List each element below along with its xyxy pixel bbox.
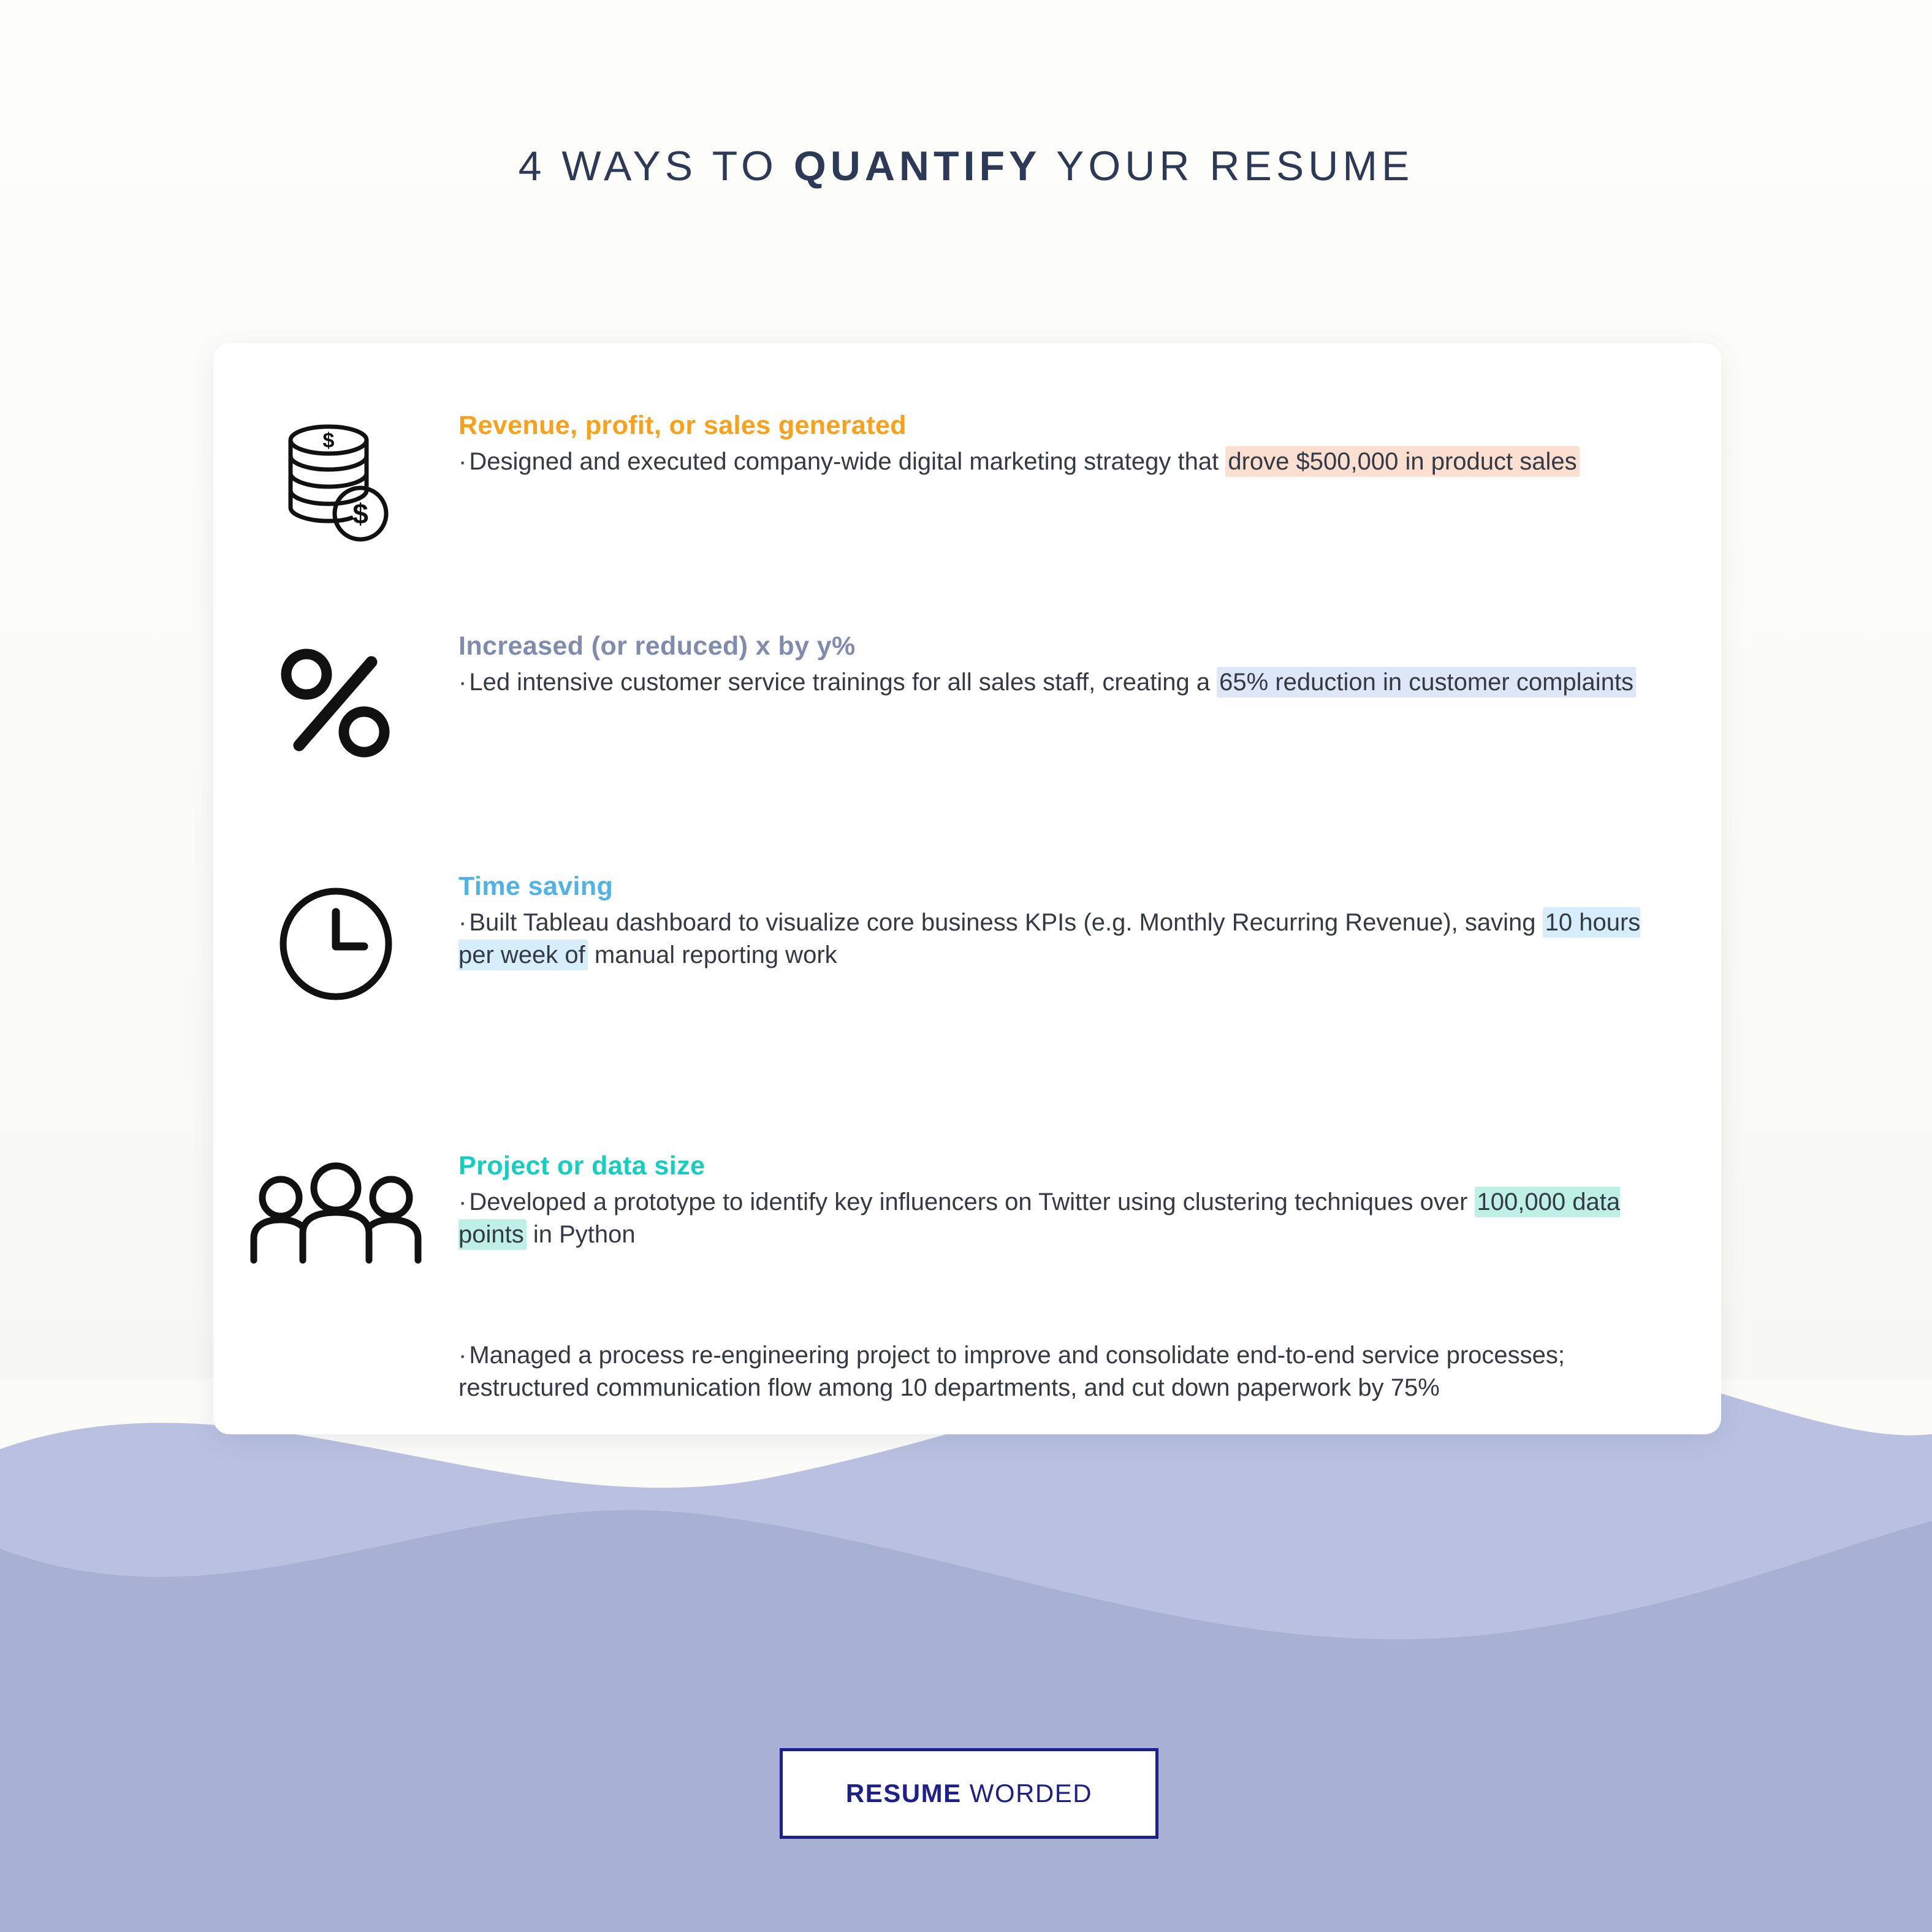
bullet-highlight: 65% reduction in customer complaints: [1217, 667, 1636, 698]
bullet-highlight: 10 hours per week of: [458, 907, 1640, 970]
bullet-process-reengineering: · Managed a process re-engineering project to improve and consolidate end-to-end service processes; restructured communication flow among 10 departments, and cut down paperwork by 75%: [458, 1342, 1565, 1401]
bullet-text-after: manual reporting work: [587, 941, 837, 968]
people-group-icon: [244, 1162, 428, 1272]
text-cell-revenue: [458, 411, 1721, 484]
title-emphasis: QUANTIFY: [793, 143, 1041, 189]
text-cell-project-size: [458, 1151, 1721, 1257]
bullet-text-before: Built Tableau dashboard to visualize core business KPIs (e.g. Monthly Recurring Revenue), saving: [469, 909, 1543, 936]
logo-bold: RESUME: [845, 1779, 962, 1808]
page-title: [0, 142, 1932, 190]
section-heading-time-saving: Time saving: [458, 872, 614, 901]
section-heading-percentage: Increased (or reduced) x by y%: [458, 631, 856, 661]
percent-icon: [275, 642, 397, 765]
section-project-size: [213, 1151, 1721, 1272]
bullet-highlight: 100,000 data points: [458, 1187, 1620, 1250]
bullet-percentage: · Led intensive customer service trainings for all sales staff, creating a 65% reduction in customer complaints: [458, 666, 1648, 699]
section-percentage: [213, 631, 1721, 765]
bullet-project-size: · Developed a prototype to identify key influencers on Twitter using clustering techniques over 100,000 data points in Python: [458, 1186, 1648, 1251]
section-time-saving: [213, 872, 1721, 1005]
text-cell-time-saving: [458, 872, 1721, 978]
extra-bullet-block: [458, 1339, 1623, 1410]
svg-text:$: $: [352, 498, 368, 530]
section-heading-project-size: Project or data size: [458, 1151, 705, 1181]
coins-stack-dollar-icon: [275, 422, 397, 550]
resume-worded-logo[interactable]: [780, 1748, 1158, 1839]
clock-icon: [275, 883, 397, 1005]
bullet-text-before: Developed a prototype to identify key influencers on Twitter using clustering techniques over: [469, 1188, 1475, 1215]
svg-text:$: $: [322, 429, 335, 452]
logo-light: WORDED: [961, 1779, 1093, 1808]
logo-text: [846, 1779, 1092, 1808]
section-heading-revenue: Revenue, profit, or sales generated: [458, 411, 907, 440]
content-card: [213, 343, 1721, 1434]
bullet-revenue: · Designed and executed company-wide digital marketing strategy that drove $500,000 in product sales: [458, 446, 1648, 478]
bullet-text-before: Designed and executed company-wide digital marketing strategy that: [469, 448, 1226, 475]
icon-cell-percentage: [213, 631, 458, 765]
bullet-time-saving: · Built Tableau dashboard to visualize core business KPIs (e.g. Monthly Recurring Revenue), saving 10 hours per week of manual reporting work: [458, 907, 1648, 972]
wave-front-decoration: [0, 1385, 1932, 1932]
title-suffix: YOUR RESUME: [1041, 143, 1414, 189]
icon-cell-time-saving: [213, 872, 458, 1005]
title-prefix: 4 WAYS TO: [518, 143, 794, 189]
section-revenue: [213, 411, 1721, 550]
bullet-text-after: in Python: [526, 1220, 636, 1248]
bullet-text: Managed a process re-engineering project to improve and consolidate end-to-end service processes; restructured communication flow among 10 departments, and cut down paperwork by 75%: [458, 1342, 1565, 1401]
icon-cell-revenue: [213, 411, 458, 550]
icon-cell-project-size: [213, 1151, 458, 1272]
bullet-text-before: Led intensive customer service trainings for all sales staff, creating a: [469, 669, 1217, 696]
bullet-highlight: drove $500,000 in product sales: [1225, 446, 1579, 477]
text-cell-percentage: [458, 631, 1721, 705]
